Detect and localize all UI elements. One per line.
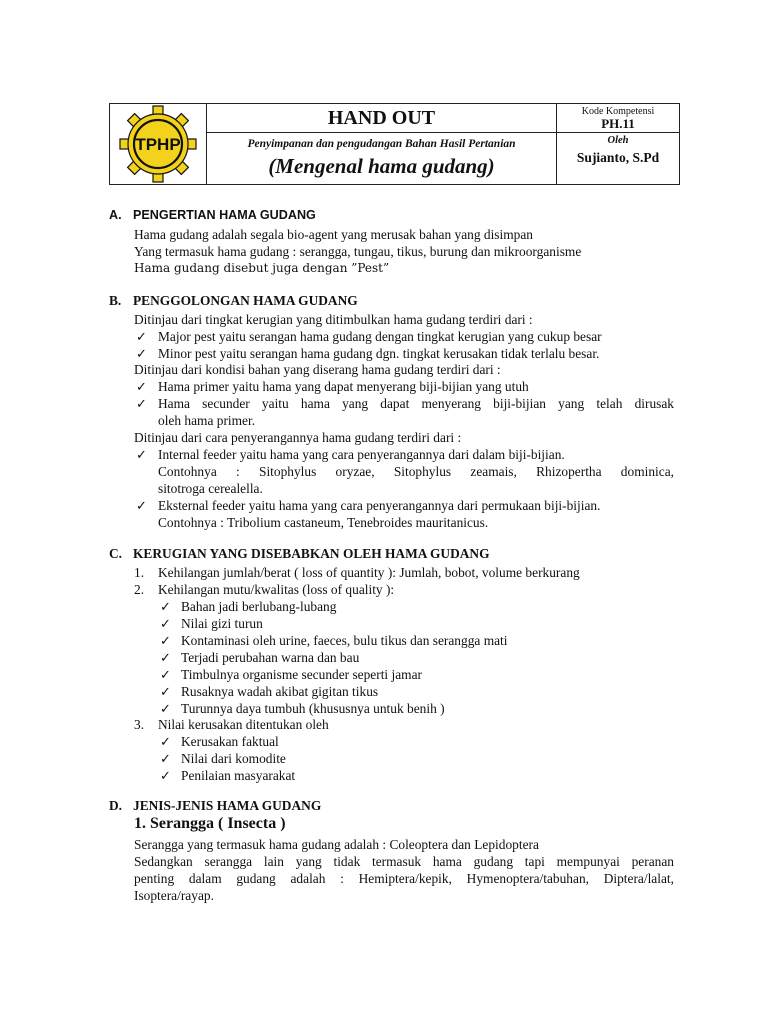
section-b-heading: B. PENGGOLONGAN HAMA GUDANG bbox=[109, 293, 358, 308]
kode-kompetensi-label: Kode Kompetensi bbox=[581, 106, 655, 117]
section-b-bullet: Eksternal feeder yaitu hama yang cara penyerangannya dari permukaan biji-bijian. bbox=[158, 498, 601, 513]
oleh-label: Oleh bbox=[607, 135, 629, 146]
section-d-paragraph: penting dalam gudang adalah : Hemiptera/kepik, Hymenoptera/tabuhan, Diptera/lalat, bbox=[134, 871, 674, 886]
checkmark-icon: ✓ bbox=[136, 498, 147, 513]
section-b-bullet-cont: oleh hama primer. bbox=[158, 413, 256, 428]
section-c-subitem: Turunnya daya tumbuh (khususnya untuk benih ) bbox=[181, 701, 445, 716]
checkmark-icon: ✓ bbox=[160, 768, 171, 783]
section-b-intro: Ditinjau dari cara penyerangannya hama gudang terdiri dari : bbox=[134, 430, 462, 445]
section-c-item: Nilai kerusakan ditentukan oleh bbox=[158, 717, 329, 732]
header-right bbox=[557, 104, 679, 184]
section-c-heading: C. KERUGIAN YANG DISEBABKAN OLEH HAMA GUDANG bbox=[109, 546, 490, 561]
section-c-subitem: Kerusakan faktual bbox=[181, 734, 279, 749]
section-b-bullet-cont: Contohnya : Tribolium castaneum, Tenebroides mauritanicus. bbox=[158, 515, 489, 530]
logo-text: TPHP bbox=[135, 135, 181, 154]
section-b-bullet: Internal feeder yaitu hama yang cara penyerangannya dari dalam biji-bijian. bbox=[158, 447, 565, 462]
list-number: 1. bbox=[134, 565, 145, 580]
section-c-subitem: Terjadi perubahan warna dan bau bbox=[181, 650, 360, 665]
checkmark-icon: ✓ bbox=[136, 329, 147, 344]
checkmark-icon: ✓ bbox=[160, 650, 171, 665]
section-b-bullet-cont: sitotroga cerealella. bbox=[158, 481, 263, 496]
checkmark-icon: ✓ bbox=[136, 346, 147, 361]
section-c-item: Kehilangan mutu/kwalitas (loss of quality ): bbox=[158, 582, 395, 597]
checkmark-icon: ✓ bbox=[160, 616, 171, 631]
section-b-bullet-cont: Contohnya : Sitophylus oryzae, Sitophylus zeamais, Rhizopertha dominica, bbox=[158, 464, 674, 479]
checkmark-icon: ✓ bbox=[160, 751, 171, 766]
section-b-bullet: Minor pest yaitu serangan hama gudang dgn. tingkat kerusakan tidak terlalu besar. bbox=[158, 346, 600, 361]
section-d-paragraph: Serangga yang termasuk hama gudang adalah : Coleoptera dan Lepidoptera bbox=[134, 837, 539, 852]
section-a-line: Hama gudang adalah segala bio-agent yang merusak bahan yang disimpan bbox=[134, 227, 533, 242]
section-d-paragraph: Isoptera/rayap. bbox=[134, 888, 214, 903]
checkmark-icon: ✓ bbox=[160, 734, 171, 749]
checkmark-icon: ✓ bbox=[136, 379, 147, 394]
checkmark-icon: ✓ bbox=[160, 701, 171, 716]
section-c-item: Kehilangan jumlah/berat ( loss of quantity ): Jumlah, bobot, volume berkurang bbox=[158, 565, 580, 580]
section-d-paragraph: Sedangkan serangga lain yang tidak termasuk hama gudang tapi mempunyai peranan bbox=[134, 854, 674, 869]
section-c-subitem: Bahan jadi berlubang-lubang bbox=[181, 599, 337, 614]
section-c-subitem: Rusaknya wadah akibat gigitan tikus bbox=[181, 684, 379, 699]
list-number: 3. bbox=[134, 717, 145, 732]
hand-out-title: HAND OUT bbox=[207, 104, 556, 133]
logo-cell bbox=[110, 104, 207, 184]
list-number: 2. bbox=[134, 582, 145, 597]
section-d-subheading: 1. Serangga ( Insecta ) bbox=[134, 815, 286, 832]
section-b-intro: Ditinjau dari tingkat kerugian yang ditimbulkan hama gudang terdiri dari : bbox=[134, 312, 533, 327]
checkmark-icon: ✓ bbox=[136, 396, 147, 411]
section-b-bullet: Hama primer yaitu hama yang dapat menyerang biji-bijian yang utuh bbox=[158, 379, 529, 394]
tphp-logo-icon bbox=[118, 104, 198, 184]
checkmark-icon: ✓ bbox=[160, 684, 171, 699]
section-b-bullet: Major pest yaitu serangan hama gudang dengan tingkat kerugian yang cukup besar bbox=[158, 329, 602, 344]
author-name: Sujianto, S.Pd bbox=[576, 150, 660, 165]
section-c-subitem: Nilai gizi turun bbox=[181, 616, 263, 631]
kode-kompetensi-value: PH.11 bbox=[601, 116, 635, 131]
document-title: (Mengenal hama gudang) bbox=[268, 154, 495, 178]
section-b-bullet: Hama secunder yaitu hama yang dapat menyerang biji-bijian yang telah dirusak bbox=[158, 396, 674, 411]
section-d-heading: D. JENIS-JENIS HAMA GUDANG bbox=[109, 798, 322, 813]
section-b-intro: Ditinjau dari kondisi bahan yang diserang hama gudang terdiri dari : bbox=[134, 362, 501, 377]
header-table bbox=[109, 103, 680, 185]
section-c-subitem: Kontaminasi oleh urine, faeces, bulu tikus dan serangga mati bbox=[181, 633, 508, 648]
checkmark-icon: ✓ bbox=[160, 667, 171, 682]
section-c-subitem: Timbulnya organisme secunder seperti jamar bbox=[181, 667, 422, 682]
checkmark-icon: ✓ bbox=[136, 447, 147, 462]
section-a-heading: A. PENGERTIAN HAMA GUDANG bbox=[109, 208, 316, 222]
header-middle bbox=[207, 104, 557, 184]
checkmark-icon: ✓ bbox=[160, 633, 171, 648]
section-a-line: Hama gudang disebut juga dengan ”Pest” bbox=[134, 261, 390, 275]
section-c-subitem: Penilaian masyarakat bbox=[181, 768, 296, 783]
checkmark-icon: ✓ bbox=[160, 599, 171, 614]
subject-subtitle: Penyimpanan dan pengudangan Bahan Hasil Pertanian bbox=[247, 138, 516, 150]
section-a-line: Yang termasuk hama gudang : serangga, tungau, tikus, burung dan mikroorganisme bbox=[134, 244, 582, 259]
section-c-subitem: Nilai dari komodite bbox=[181, 751, 286, 766]
